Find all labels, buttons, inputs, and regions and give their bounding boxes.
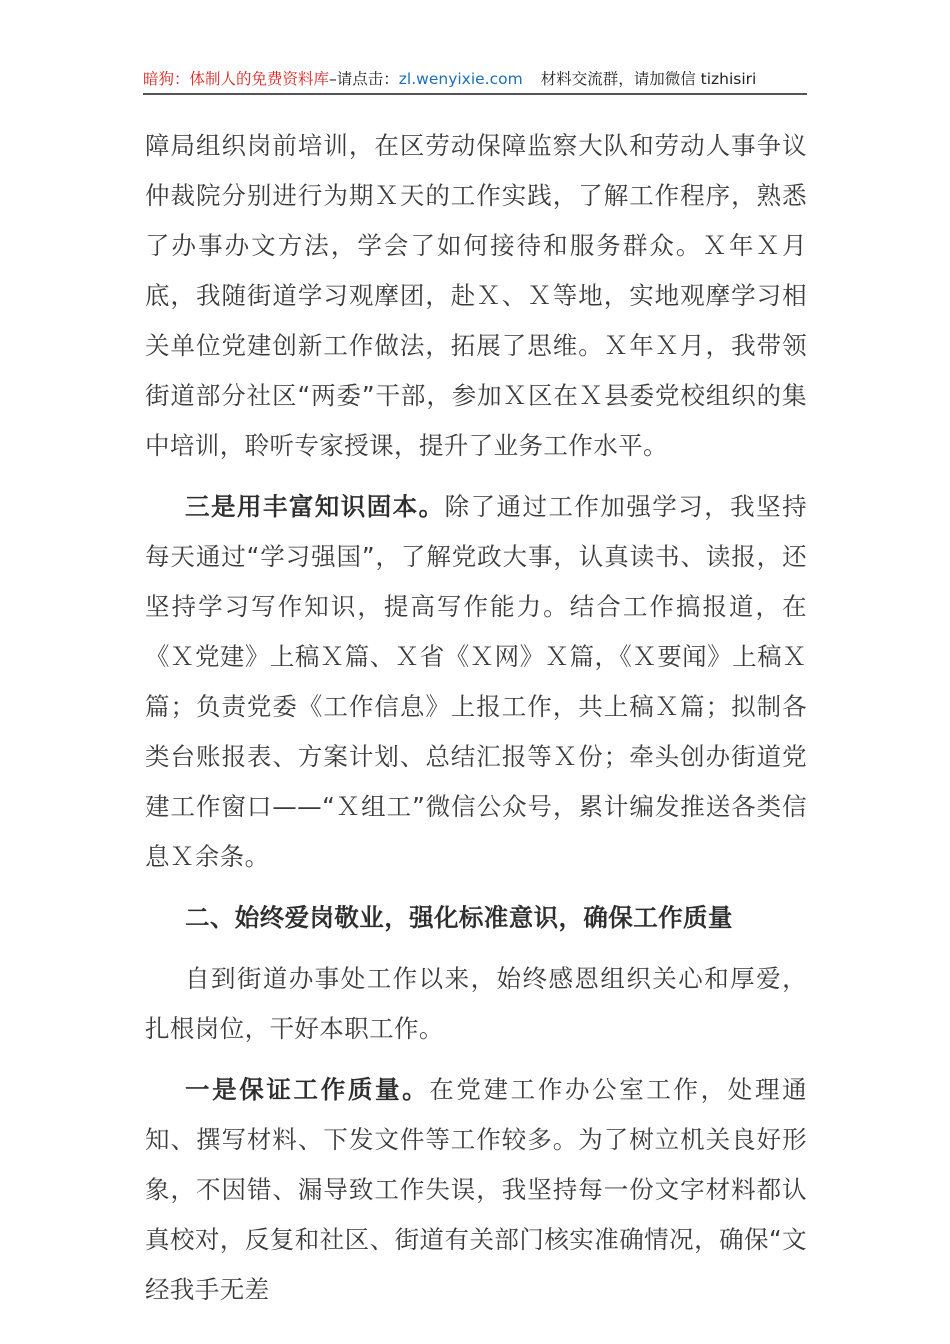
section-heading: 二、始终爱岗敬业，强化标准意识，确保工作质量: [185, 903, 733, 932]
document-header-banner: [143, 66, 807, 95]
watermark-text: 暗狗：体制人的免费资料库: [143, 70, 330, 88]
paragraph-text: 除了通过工作加强学习，我坚持每天通过“学习强国”，了解党政大事，认真读书、读报，还坚持学习写作知识，提高写作能力。结合工作搞报道，在《Ｘ党建》上稿Ｘ篇、Ｘ省《Ｘ网》Ｘ篇，《Ｘ要闻》上稿Ｘ篇；负责党委《工作信息》上报工作，共上稿Ｘ篇；拟制各类台账报表、方案计划、总结汇报等Ｘ份；牵头创办街道党建工作窗口——“Ｘ组工”微信公众号，累计编发推送各类信息Ｘ余条。: [145, 492, 807, 871]
paragraph-text: 自到街道办事处工作以来，始终感恩组织关心和厚爱，扎根岗位，干好本职工作。: [145, 964, 807, 1043]
paragraph-lead: 一是保证工作质量。: [185, 1075, 430, 1104]
wechat-note: 材料交流群，请加微信 tizhisiri: [540, 70, 757, 88]
paragraph-training-continued: [145, 121, 807, 471]
document-body: [145, 121, 807, 1315]
website-link[interactable]: zl.wenyixie.com: [398, 70, 523, 88]
paragraph-text: 障局组织岗前培训，在区劳动保障监察大队和劳动人事争议仲裁院分别进行为期Ｘ天的工作实践，了解工作程序，熟悉了办事办文方法，学会了如何接待和服务群众。Ｘ年Ｘ月底，我随街道学习观摩团，赴Ｘ、Ｘ等地，实地观摩学习相关单位党建创新工作做法，拓展了思维。Ｘ年Ｘ月，我带领街道部分社区“两委”干部，参加Ｘ区在Ｘ县委党校组织的集中培训，聆听专家授课，提升了业务工作水平。: [145, 131, 807, 460]
paragraph-quality: [145, 1065, 807, 1315]
paragraph-knowledge: [145, 482, 807, 882]
click-prompt: –请点击：: [329, 70, 399, 88]
paragraph-lead: 三是用丰富知识固本。: [185, 492, 445, 521]
paragraph-intro: [145, 954, 807, 1054]
paragraph-text: 在党建工作办公室工作，处理通知、撰写材料、下发文件等工作较多。为了树立机关良好形象，不因错、漏导致工作失误，我坚持每一份文字材料都认真校对，反复和社区、街道有关部门核实准确情况，确保“文经我手无差: [145, 1075, 807, 1304]
